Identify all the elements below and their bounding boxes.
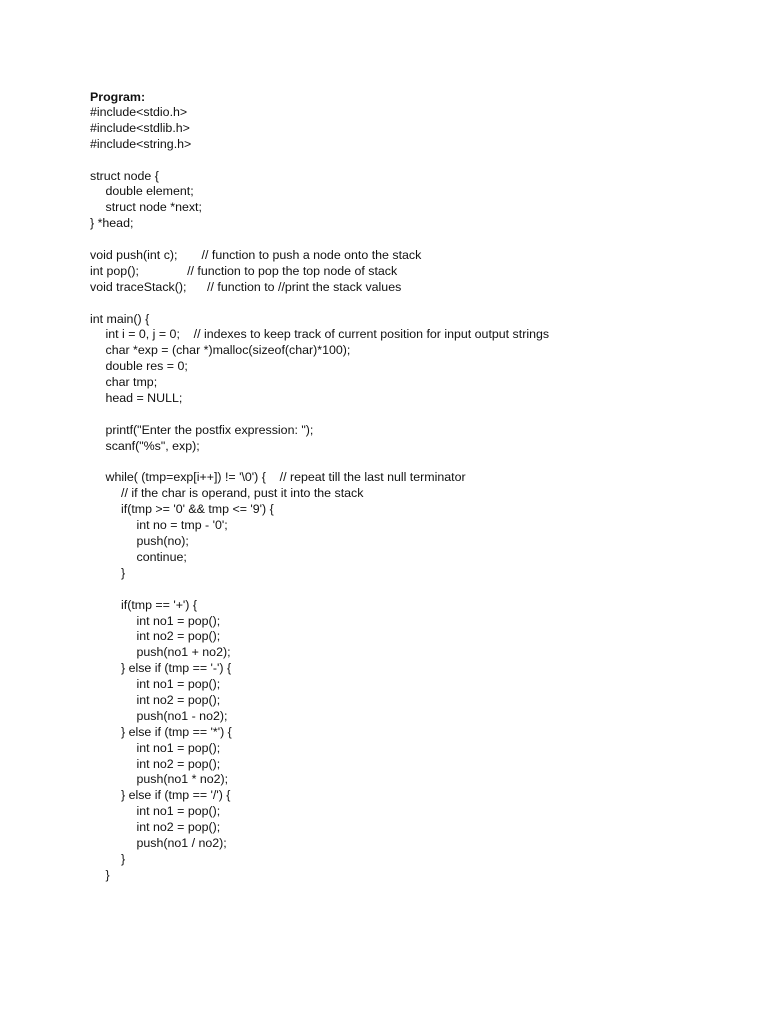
blank-line: [90, 232, 750, 248]
code-line: int no2 = pop();: [136, 629, 221, 644]
blank-line: [90, 296, 750, 312]
code-line: push(no);: [136, 534, 189, 549]
code-line: push(no1 - no2);: [136, 708, 228, 723]
code-line: } else if (tmp == '*') {: [121, 724, 232, 739]
code-line: int pop(); // function to pop the top node of stack: [90, 263, 398, 278]
code-line: } else if (tmp == '/') {: [121, 788, 231, 803]
code-line: int no1 = pop();: [136, 804, 221, 819]
blank-line: [90, 407, 750, 423]
code-line: void push(int c); // function to push a node onto the stack: [90, 248, 422, 263]
code-line: scanf("%s", exp);: [105, 438, 200, 453]
code-line: }: [121, 851, 126, 866]
code-line: } else if (tmp == '-') {: [121, 661, 232, 676]
code-line: double element;: [105, 184, 194, 199]
code-line: push(no1 * no2);: [136, 772, 229, 787]
code-line: while( (tmp=exp[i++]) != '\0') { // repeat till the last null terminator: [105, 470, 466, 485]
code-line: if(tmp >= '0' && tmp <= '9') {: [121, 502, 274, 517]
code-line: #include<string.h>: [90, 136, 192, 151]
code-line: int no1 = pop();: [136, 677, 221, 692]
code-line: if(tmp == '+') {: [121, 597, 198, 612]
code-document: [90, 89, 750, 884]
code-line: int i = 0, j = 0; // indexes to keep track of current position for input output strings: [105, 327, 550, 342]
code-line: #include<stdio.h>: [90, 105, 188, 119]
code-line: int main() {: [90, 311, 150, 326]
blank-line: [90, 455, 750, 471]
code-line: int no1 = pop();: [136, 613, 221, 628]
code-line: // if the char is operand, pust it into the stack: [121, 486, 364, 501]
code-line: char *exp = (char *)malloc(sizeof(char)*100);: [105, 343, 351, 358]
code-listing: [90, 105, 750, 884]
code-line: } *head;: [90, 216, 134, 231]
code-line: }: [105, 867, 110, 882]
code-line: double res = 0;: [105, 359, 188, 374]
code-line: printf("Enter the postfix expression: ");: [105, 422, 314, 437]
code-line: int no2 = pop();: [136, 756, 221, 771]
code-line: int no = tmp - '0';: [136, 518, 228, 533]
code-line: head = NULL;: [105, 391, 183, 406]
program-heading: Program:: [90, 90, 146, 104]
code-line: continue;: [136, 549, 187, 564]
code-line: int no2 = pop();: [136, 692, 221, 707]
code-line: push(no1 / no2);: [136, 835, 227, 850]
code-line: #include<stdlib.h>: [90, 120, 190, 135]
code-line: void traceStack(); // function to //print the stack values: [90, 279, 402, 294]
code-line: }: [121, 565, 126, 580]
blank-line: [90, 582, 750, 598]
blank-line: [90, 153, 750, 169]
code-line: push(no1 + no2);: [136, 645, 231, 660]
code-line: char tmp;: [105, 375, 158, 390]
code-line: struct node {: [90, 168, 159, 183]
code-line: int no1 = pop();: [136, 740, 221, 755]
code-line: struct node *next;: [105, 200, 202, 215]
code-line: int no2 = pop();: [136, 820, 221, 835]
